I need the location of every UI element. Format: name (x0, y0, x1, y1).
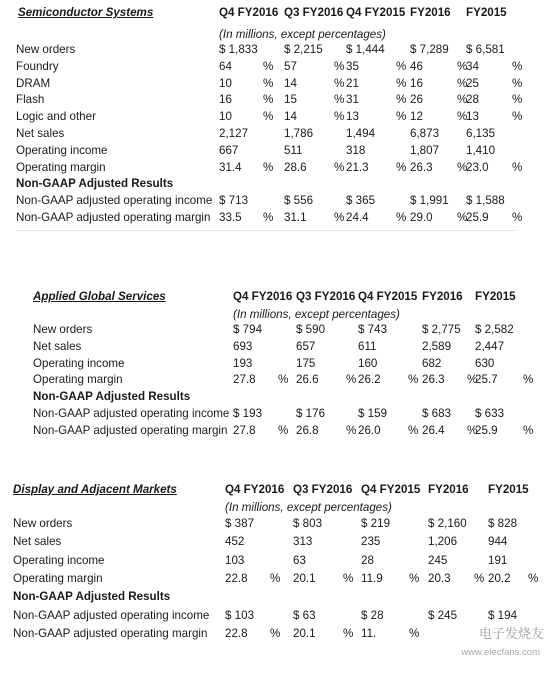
row-label: Net sales (33, 339, 82, 353)
table-row (33, 424, 552, 441)
value-cell: 22.8 (225, 571, 248, 585)
row-label: Net sales (16, 127, 65, 140)
column-header: FY2016 (422, 290, 463, 303)
value-cell: $ 1,833 (219, 43, 258, 56)
value-cell: 63 (293, 553, 306, 567)
value-cell: $ 2,160 (428, 517, 467, 530)
value-cell: 657 (296, 339, 316, 353)
percent-sign: % (457, 110, 468, 124)
table-row (16, 43, 536, 60)
percent-sign: % (278, 373, 289, 387)
percent-sign: % (270, 571, 281, 585)
percent-sign: % (263, 59, 274, 73)
value-cell: $ 828 (488, 517, 518, 530)
percent-sign: % (523, 373, 534, 387)
percent-sign: % (278, 423, 289, 437)
value-cell: 25.7 (475, 373, 498, 387)
row-label: DRAM (16, 76, 51, 90)
percent-sign: % (474, 571, 485, 585)
value-cell: 11. (361, 626, 377, 640)
value-cell: $ 2,775 (422, 323, 461, 336)
percent-sign: % (343, 626, 354, 640)
table-row (16, 127, 536, 144)
row-label: Operating margin (13, 571, 103, 585)
value-cell: $ 1,444 (346, 43, 385, 56)
row-label: Logic and other (16, 110, 96, 124)
table-row (16, 110, 536, 127)
value-cell: 16 (219, 93, 232, 107)
value-cell: 26.4 (422, 423, 445, 437)
value-cell: $ 219 (361, 517, 391, 530)
value-cell: 31 (346, 93, 359, 107)
units-note: (In millions, except percentages) (219, 28, 386, 41)
value-cell: 14 (284, 76, 297, 90)
value-cell: 693 (233, 339, 253, 353)
value-cell: 26.3 (422, 373, 445, 387)
value-cell: 13 (346, 110, 359, 124)
percent-sign: % (512, 93, 523, 107)
column-header: FY2015 (475, 290, 516, 303)
table-row (16, 93, 536, 110)
value-cell: 27.8 (233, 423, 256, 437)
column-header: FY2016 (410, 6, 451, 19)
percent-sign: % (467, 373, 478, 387)
value-cell: 175 (296, 356, 316, 370)
subheading-row (16, 177, 536, 194)
table-row (33, 407, 552, 424)
table-row (16, 144, 536, 161)
value-cell: 1,807 (410, 143, 440, 157)
percent-sign: % (263, 160, 274, 174)
value-cell: $ 103 (225, 608, 255, 622)
percent-sign: % (396, 110, 407, 124)
value-cell: 25.9 (475, 423, 498, 437)
value-cell: 12 (410, 110, 423, 124)
value-cell: 21 (346, 76, 359, 90)
value-cell: 57 (284, 59, 297, 73)
value-cell: $ 713 (219, 194, 249, 208)
value-cell: 31.1 (284, 211, 307, 224)
value-cell: 1,786 (284, 127, 314, 140)
value-cell: 1,410 (466, 143, 496, 157)
percent-sign: % (346, 373, 357, 387)
percent-sign: % (396, 76, 407, 90)
row-label: New orders (33, 323, 93, 336)
value-cell: 318 (346, 143, 366, 157)
row-label: Operating margin (33, 373, 123, 387)
subheading-row (33, 390, 552, 407)
value-cell: 25 (466, 76, 479, 90)
column-header: Q4 FY2015 (361, 483, 421, 496)
table-row (16, 194, 536, 211)
percent-sign: % (512, 211, 523, 224)
value-cell: 6,873 (410, 127, 440, 140)
value-cell: $ 794 (233, 323, 263, 336)
value-cell: $ 590 (296, 323, 326, 336)
row-label: Non-GAAP Adjusted Results (16, 177, 174, 191)
table-row (13, 609, 533, 627)
value-cell: 28 (466, 93, 479, 107)
row-label: Operating income (33, 356, 125, 370)
value-cell: $ 28 (361, 608, 384, 622)
value-cell: 611 (358, 339, 377, 353)
column-header: Q4 FY2016 (225, 483, 285, 496)
table-row (16, 211, 536, 228)
value-cell: $ 6,581 (466, 43, 505, 56)
value-cell: 26.8 (296, 423, 319, 437)
percent-sign: % (334, 110, 345, 124)
value-cell: 22.8 (225, 626, 248, 640)
value-cell: 27.8 (233, 373, 256, 387)
value-cell: 20.2 (488, 571, 511, 585)
value-cell: $ 2,582 (475, 323, 514, 336)
column-header: Q3 FY2016 (293, 483, 353, 496)
row-label: Operating income (13, 553, 105, 567)
table-row (33, 323, 552, 340)
value-cell: $ 63 (293, 608, 316, 622)
row-label: Flash (16, 93, 45, 107)
percent-sign: % (457, 59, 468, 73)
percent-sign: % (409, 571, 420, 585)
section-2 (33, 290, 552, 490)
value-cell: 29.0 (410, 211, 433, 224)
row-label: Non-GAAP adjusted operating margin (16, 211, 211, 224)
percent-sign: % (457, 211, 468, 224)
value-cell: 630 (475, 356, 495, 370)
table-row (13, 554, 533, 572)
row-label: Operating margin (16, 160, 106, 174)
row-separator (16, 230, 516, 231)
section-title: Display and Adjacent Markets (13, 483, 177, 496)
value-cell: 26.2 (358, 373, 381, 387)
section-1 (16, 6, 552, 224)
section-title: Applied Global Services (33, 290, 166, 303)
value-cell: 193 (233, 356, 253, 370)
value-cell: 13 (466, 110, 479, 124)
value-cell: 28.6 (284, 160, 307, 174)
percent-sign: % (512, 110, 523, 124)
percent-sign: % (263, 110, 274, 124)
value-cell: 28 (361, 553, 374, 567)
percent-sign: % (263, 211, 274, 224)
value-cell: 245 (428, 553, 448, 567)
table-row (16, 60, 536, 77)
value-cell: $ 245 (428, 608, 458, 622)
percent-sign: % (263, 76, 274, 90)
value-cell: 2,447 (475, 339, 505, 353)
value-cell: 2,589 (422, 339, 452, 353)
column-header: FY2015 (466, 6, 507, 19)
value-cell: 10 (219, 110, 232, 124)
value-cell: $ 1,588 (466, 194, 505, 208)
percent-sign: % (457, 160, 468, 174)
column-header: Q3 FY2016 (296, 290, 356, 303)
percent-sign: % (396, 93, 407, 107)
row-label: Non-GAAP adjusted operating margin (13, 626, 208, 640)
table-row (13, 627, 533, 645)
percent-sign: % (528, 571, 539, 585)
percent-sign: % (343, 571, 354, 585)
percent-sign: % (457, 93, 468, 107)
value-cell: 682 (422, 356, 442, 370)
percent-sign: % (408, 373, 419, 387)
value-cell: 452 (225, 535, 245, 549)
value-cell: 26.0 (358, 423, 381, 437)
value-cell: 26.6 (296, 373, 319, 387)
row-label: New orders (16, 43, 76, 56)
value-cell: 20.1 (293, 571, 316, 585)
value-cell: $ 633 (475, 407, 505, 420)
value-cell: $ 176 (296, 407, 326, 420)
percent-sign: % (334, 160, 345, 174)
row-label: Non-GAAP adjusted operating income (13, 608, 210, 622)
value-cell: 313 (293, 535, 313, 549)
units-note: (In millions, except percentages) (225, 501, 392, 514)
percent-sign: % (334, 93, 345, 107)
percent-sign: % (467, 423, 478, 437)
table-row (16, 77, 536, 94)
value-cell: $ 365 (346, 194, 376, 208)
value-cell: $ 193 (233, 407, 263, 420)
column-header: Q4 FY2016 (219, 6, 279, 19)
value-cell: $ 743 (358, 323, 388, 336)
percent-sign: % (512, 160, 523, 174)
value-cell: $ 556 (284, 194, 314, 208)
value-cell: $ 194 (488, 608, 518, 622)
value-cell: 34 (466, 59, 479, 73)
value-cell: $ 387 (225, 517, 255, 530)
value-cell: 15 (284, 93, 297, 107)
watermark-url: www.elecfans.com (461, 647, 540, 658)
percent-sign: % (408, 423, 419, 437)
value-cell: 6,135 (466, 127, 496, 140)
value-cell: $ 7,289 (410, 43, 449, 56)
value-cell: 33.5 (219, 211, 242, 224)
column-header: Q4 FY2015 (346, 6, 406, 19)
value-cell: $ 683 (422, 407, 452, 420)
table-row (33, 340, 552, 357)
row-label: Non-GAAP Adjusted Results (13, 590, 171, 604)
units-note: (In millions, except percentages) (233, 308, 400, 321)
percent-sign: % (523, 423, 534, 437)
value-cell: 10 (219, 76, 232, 90)
row-label: Operating income (16, 143, 108, 157)
value-cell: 103 (225, 553, 245, 567)
row-label: Non-GAAP Adjusted Results (33, 390, 191, 404)
percent-sign: % (457, 76, 468, 90)
row-label: Non-GAAP adjusted operating income (33, 407, 230, 420)
percent-sign: % (512, 76, 523, 90)
table-row (16, 161, 536, 178)
value-cell: 20.1 (293, 626, 316, 640)
value-cell: 23.0 (466, 160, 489, 174)
percent-sign: % (409, 626, 420, 640)
percent-sign: % (270, 626, 281, 640)
table-row (13, 571, 539, 590)
value-cell: 20.3 (428, 571, 451, 585)
value-cell: $ 803 (293, 517, 323, 530)
value-cell: 2,127 (219, 127, 249, 140)
table-row (13, 517, 533, 535)
column-header: FY2015 (488, 483, 529, 496)
row-label: Foundry (16, 59, 59, 73)
section-title: Semiconductor Systems (18, 6, 154, 19)
column-header: FY2016 (428, 483, 469, 496)
row-label: Non-GAAP adjusted operating margin (33, 423, 228, 437)
value-cell: 235 (361, 535, 381, 549)
value-cell: 26.3 (410, 160, 433, 174)
table-row (33, 373, 552, 390)
percent-sign: % (334, 211, 345, 224)
table-row (13, 535, 533, 553)
value-cell: 16 (410, 76, 423, 90)
percent-sign: % (396, 160, 407, 174)
value-cell: $ 1,991 (410, 194, 449, 208)
percent-sign: % (346, 423, 357, 437)
value-cell: 46 (410, 59, 423, 73)
value-cell: 26 (410, 93, 423, 107)
watermark-logo: 电子发烧友 (478, 626, 544, 641)
value-cell: 944 (488, 535, 508, 549)
value-cell: $ 2,215 (284, 43, 323, 56)
row-label: Net sales (13, 535, 62, 549)
percent-sign: % (396, 59, 407, 73)
column-header: Q4 FY2016 (233, 290, 293, 303)
value-cell: 191 (488, 553, 508, 567)
column-header: Q3 FY2016 (284, 6, 344, 19)
value-cell: 31.4 (219, 160, 242, 174)
value-cell: 1,206 (428, 535, 458, 549)
column-header: Q4 FY2015 (358, 290, 418, 303)
value-cell: 21.3 (346, 160, 369, 174)
value-cell: 64 (219, 59, 232, 73)
percent-sign: % (512, 59, 523, 73)
percent-sign: % (263, 93, 274, 107)
subheading-row (13, 590, 533, 608)
percent-sign: % (334, 76, 345, 90)
value-cell: 14 (284, 110, 297, 124)
value-cell: 667 (219, 143, 239, 157)
value-cell: 160 (358, 356, 378, 370)
row-label: New orders (13, 517, 73, 530)
value-cell: $ 159 (358, 407, 388, 420)
value-cell: 11.9 (361, 571, 383, 585)
table-row (33, 357, 552, 374)
value-cell: 25.9 (466, 211, 489, 224)
percent-sign: % (334, 59, 345, 73)
value-cell: 24.4 (346, 211, 369, 224)
percent-sign: % (396, 211, 407, 224)
value-cell: 511 (284, 143, 303, 157)
row-label: Non-GAAP adjusted operating income (16, 194, 213, 208)
value-cell: 1,494 (346, 127, 376, 140)
value-cell: 35 (346, 59, 359, 73)
